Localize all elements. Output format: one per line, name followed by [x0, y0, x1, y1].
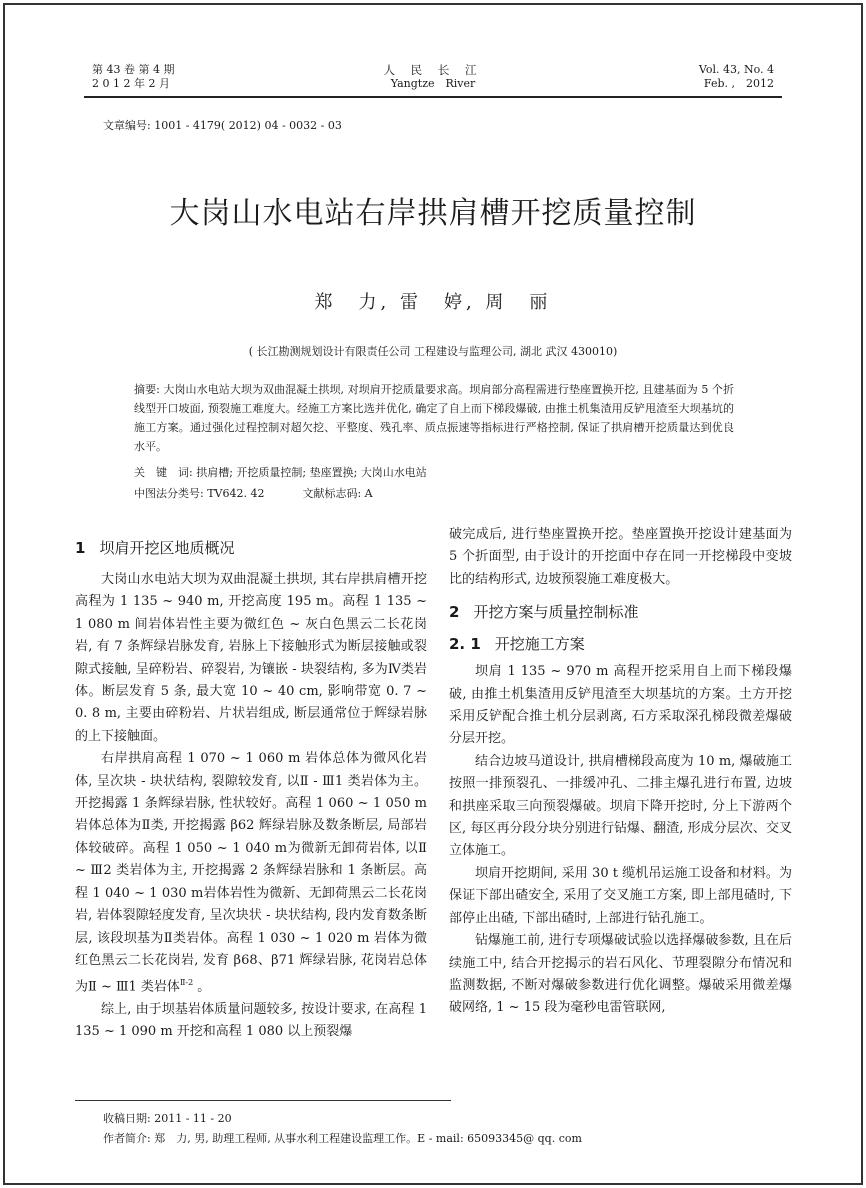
reference-mark: Ⅱ-2: [179, 978, 194, 988]
paper-title: 大岗山水电站右岸拱肩槽开挖质量控制: [169, 196, 697, 231]
paragraph: 大岗山水电站大坝为双曲混凝土拱坝, 其右岸拱肩槽开挖高程为 1 135 ~ 940 m, 开挖高度 195 m。高程 1 135 ~ 1 080 m 间岩体岩性主要为微红色 ~ 灰白色黑云二长花岗岩, 有 7 条辉绿岩脉发育, 岩脉上下接触形式为断层接触或裂隙式接触, 呈碎粉岩、碎裂岩, 为镶嵌 - 块裂结构, 多为Ⅳ类岩体。断层发育 5 条, 最大宽 10 ~ 40 cm, 影响带宽 0. 7 ~ 0. 8 m, 主要由碎粉岩、片状岩组成, 断层通常位于辉绿岩脉的上下接触面。: [75, 572, 427, 744]
volume-issue-cn: 第 43 卷 第 4 期: [92, 63, 175, 76]
header-rule: [84, 96, 782, 98]
received-date: 收稿日期: 2011 - 11 - 20: [103, 1112, 232, 1125]
volume-issue-en: Vol. 43, No. 4: [698, 63, 774, 76]
clc-number: 中图法分类号: TV642. 42: [134, 487, 265, 500]
footnote-rule: [75, 1100, 451, 1101]
section-2-1-title: 开挖施工方案: [494, 635, 585, 654]
journal-name-en: Yangtze River: [390, 77, 476, 90]
authors: 郑 力, 雷 婷, 周 丽: [314, 292, 552, 313]
classification: [134, 485, 373, 501]
paragraph: 坝肩开挖期间, 采用 30 t 缆机吊运施工设备和材料。为保证下部出碴安全, 采用了交叉施工方案, 即上部甩碴时, 下部停止出碴, 下部出碴时, 上部进行钻孔施工。: [449, 865, 792, 926]
left-column: [75, 537, 427, 1044]
keywords: 关 键 词: 拱肩槽; 开挖质量控制; 垫座置换; 大岗山水电站: [134, 466, 427, 479]
section-1-title: 坝肩开挖区地质概况: [99, 539, 235, 557]
paragraph-continued: 破完成后, 进行垫座置换开挖。垫座置换开挖设计建基面为 5 个折面型, 由于设计的开挖面中存在同一开挖梯段中变坡比的结构形式, 边坡预裂施工难度极大。: [449, 527, 792, 587]
paragraph: 坝肩 1 135 ~ 970 m 高程开挖采用自上而下梯段爆破, 由推土机集渣用反铲甩渣至大坝基坑的方案。土方开挖采用反铲配合推土机分层剥离, 石方采取深孔梯段微差爆破分层开挖。: [449, 664, 792, 747]
section-2-1-number: 2. 1: [449, 635, 481, 654]
section-2-heading: [449, 601, 792, 623]
abstract: [134, 380, 734, 456]
document-code: 文献标志码: A: [302, 487, 373, 500]
author-bio: 作者简介: 郑 力, 男, 助理工程师, 从事水利工程建设监理工作。E - mail: 65093345@ qq. com: [103, 1132, 582, 1145]
affiliation: ( 长江勘测规划设计有限责任公司 工程建设与监理公司, 湖北 武汉 430010): [248, 345, 618, 358]
paragraph-end: 。: [193, 979, 211, 995]
paragraph: [75, 748, 427, 999]
article-number: 文章编号: 1001 - 4179( 2012) 04 - 0032 - 03: [103, 119, 342, 132]
section-1-heading: [75, 537, 427, 559]
paragraph: 综上, 由于坝基岩体质量问题较多, 按设计要求, 在高程 1 135 ~ 1 090 m 开挖和高程 1 080 以上预裂爆: [75, 1002, 427, 1040]
header-right: [699, 63, 774, 91]
paragraph: 钻爆施工前, 进行专项爆破试验以选择爆破参数, 且在后续施工中, 结合开挖揭示的岩石风化、节理裂隙分布情况和监测数据, 不断对爆破参数进行优化调整。爆破采用微差爆破网络, 1 ~ 15 段为毫秒电雷管联网,: [449, 933, 792, 1016]
section-2-number: 2: [449, 603, 460, 622]
journal-name-cn: 人 民 长 江: [383, 63, 483, 77]
section-2-1-heading: [449, 633, 792, 655]
date-cn: 2 0 1 2 年 2 月: [92, 77, 170, 90]
paragraph: 结合边坡马道设计, 拱肩槽梯段高度为 10 m, 爆破施工按照一排预裂孔、一排缓冲孔、二排主爆孔进行布置, 边坡和拱座采取三向预裂爆破。坝肩下降开挖时, 分上下游两个区, 每区再分段分块分别进行钻爆、翻渣, 形成分层次、交叉立体施工。: [449, 753, 792, 859]
right-column: [449, 524, 792, 1020]
paragraph-text: 右岸拱肩高程 1 070 ~ 1 060 m 岩体总体为微风化岩体, 呈次块 - 块状结构, 裂隙较发育, 以Ⅱ - Ⅲ1 类岩体为主。开挖揭露 1 条辉绿岩脉, 性状较好。高程 1 060 ~ 1 050 m 岩体总体为Ⅱ类, 开挖揭露 β62 辉绿岩脉及数条断层, 局部岩体较破碎。高程 1 050 ~ 1 040 m为微新无卸荷岩体, 以Ⅱ ~ Ⅲ2 类岩体为主, 开挖揭露 2 条辉绿岩脉和 1 条断层。高程 1 040 ~ 1 030 m岩体岩性为微新、无卸荷黑云二长花岗岩, 岩体裂隙轻度发育, 呈次块状 - 块状结构, 段内发育数条断层, 该段坝基为Ⅱ类岩体。高程 1 030 ~ 1 020 m 岩体为微红色黑云二长花岗岩, 发育 β68、β71 辉绿岩脉, 花岗岩总体为Ⅱ ~ Ⅲ1 类岩体: [75, 751, 427, 995]
section-1-number: 1: [75, 539, 86, 557]
abstract-text: 摘要: 大岗山水电站大坝为双曲混凝土拱坝, 对坝肩开挖质量要求高。坝肩部分高程需进行垫座置换开挖, 且建基面为 5 个折线型开口坡面, 预裂施工难度大。经施工方案比选并优化, 确定了自上而下梯段爆破, 由推土机集渣用反铲甩渣至大坝基坑的施工方案。通过强化过程控制对超欠挖、平整度、残孔率、质点振速等指标进行严格控制, 保证了拱肩槽开挖质量达到优良水平。: [134, 383, 734, 453]
date-en: Feb. , 2012: [703, 77, 774, 90]
section-2-title: 开挖方案与质量控制标准: [473, 603, 639, 622]
